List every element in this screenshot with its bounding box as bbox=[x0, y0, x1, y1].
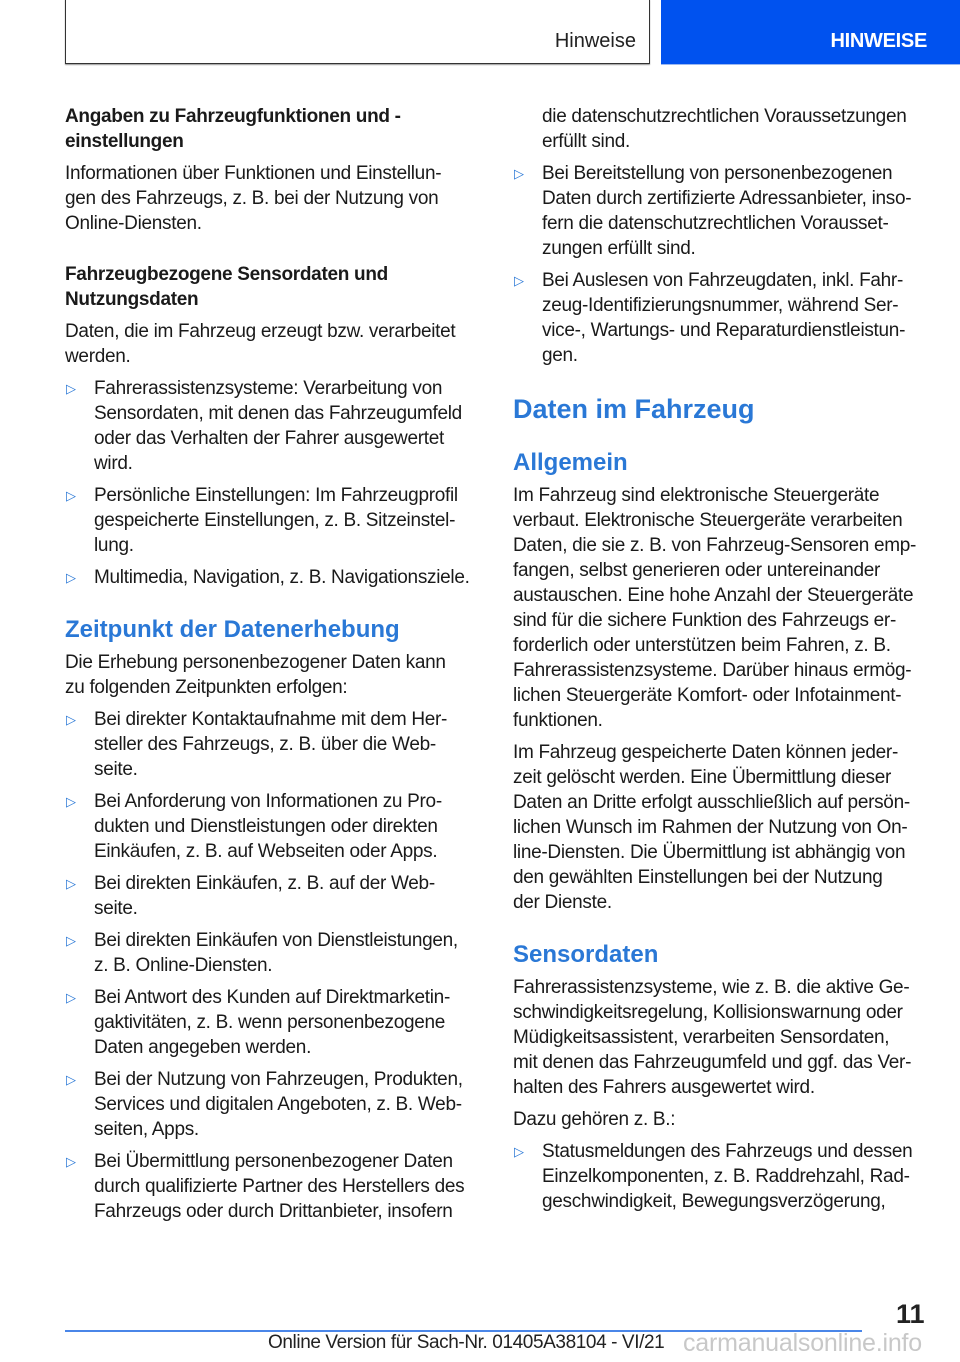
text-line: halten des Fahrers ausgewertet wird. bbox=[513, 1077, 815, 1098]
text-line: zu folgenden Zeitpunkten erfolgen: bbox=[65, 677, 348, 698]
text-line: Allgemein bbox=[513, 448, 628, 476]
list-item bbox=[65, 376, 485, 476]
text-line: oder das Verhalten der Fahrer ausgewertet bbox=[94, 428, 444, 449]
text-line: Services und digitalen Angeboten, z. B. Web- bbox=[94, 1094, 462, 1115]
text-line: erfüllt sind. bbox=[542, 131, 630, 152]
text-line: einstellungen bbox=[65, 131, 184, 152]
text-line: den gewählten Einstellungen bei der Nutzung bbox=[513, 867, 883, 888]
subsection-heading bbox=[65, 614, 485, 646]
page-number: 11 bbox=[896, 1299, 925, 1329]
text-line: Sensordaten, mit denen das Fahrzeugumfeld bbox=[94, 403, 462, 424]
bullet-triangle-icon: ▷ bbox=[66, 712, 76, 727]
text-line: Im Fahrzeug sind elektronische Steuergeräte bbox=[513, 485, 880, 506]
text-line: seiten, Apps. bbox=[94, 1119, 199, 1140]
text-line: Fahrerassistenzsysteme, wie z. B. die aktive Ge- bbox=[513, 977, 910, 998]
watermark: carmanualsonline.info bbox=[683, 1329, 923, 1357]
bullet-triangle-icon: ▷ bbox=[66, 1072, 76, 1087]
text-line: der Dienste. bbox=[513, 892, 612, 913]
text-line: zeit gelöscht werden. Eine Übermittlung dieser bbox=[513, 767, 892, 788]
text-line: lichen Steuergeräte Komfort- oder Infotainment- bbox=[513, 685, 902, 706]
text-line: Fahrzeugs oder durch Drittanbieter, insofern bbox=[94, 1201, 453, 1222]
text-line: forderlich oder unterstützen beim Fahren, z. B. bbox=[513, 635, 891, 656]
text-line: Die Erhebung personenbezogener Daten kann bbox=[65, 652, 446, 673]
text-line: Bei der Nutzung von Fahrzeugen, Produkten, bbox=[94, 1069, 463, 1090]
list-item bbox=[65, 871, 485, 921]
text-line: Fahrzeugbezogene Sensordaten und bbox=[65, 264, 388, 285]
text-line: Zeitpunkt der Datenerhebung bbox=[65, 615, 400, 643]
bullet-triangle-icon: ▷ bbox=[514, 166, 524, 181]
text-line: Bei Antwort des Kunden auf Direktmarketin- bbox=[94, 987, 450, 1008]
text-line: fern die datenschutzrechtlichen Vorausset- bbox=[542, 213, 889, 234]
text-line: Im Fahrzeug gespeicherte Daten können jeder- bbox=[513, 742, 898, 763]
text-line: Daten, die sie z. B. von Fahrzeug-Sensoren emp- bbox=[513, 535, 917, 556]
text-line: zeug-Identifizierungsnummer, während Ser- bbox=[542, 295, 899, 316]
text-line: Online-Diensten. bbox=[65, 213, 202, 234]
text-line: austauschen. Eine hohe Anzahl der Steuergeräte bbox=[513, 585, 914, 606]
text-line: gespeicherte Einstellungen, z. B. Sitzeinstel- bbox=[94, 510, 456, 531]
text-line: zungen erfüllt sind. bbox=[542, 238, 696, 259]
list-item bbox=[65, 789, 485, 864]
text-line: gen. bbox=[542, 345, 578, 366]
bullet-triangle-icon: ▷ bbox=[514, 1144, 524, 1159]
text-line: Bei Übermittlung personenbezogener Daten bbox=[94, 1151, 453, 1172]
list-item bbox=[513, 268, 933, 368]
chapter-tab-label: HINWEISE bbox=[830, 30, 927, 52]
paragraph bbox=[65, 319, 485, 369]
list-item bbox=[65, 1149, 485, 1224]
right-column bbox=[513, 104, 933, 1214]
bullet-triangle-icon: ▷ bbox=[66, 1154, 76, 1169]
bullet-triangle-icon: ▷ bbox=[66, 990, 76, 1005]
list-item bbox=[65, 483, 485, 558]
text-line: Bei Bereitstellung von personenbezogenen bbox=[542, 163, 893, 184]
text-line: Einkäufen, z. B. auf Webseiten oder Apps. bbox=[94, 841, 438, 862]
paragraph bbox=[65, 161, 485, 236]
text-line: seite. bbox=[94, 898, 138, 919]
text-line: sind für die sichere Funktion des Fahrzeugs er- bbox=[513, 610, 896, 631]
paragraph bbox=[513, 104, 933, 154]
text-line: Einzelkomponenten, z. B. Raddrehzahl, Rad- bbox=[542, 1166, 910, 1187]
bullet-triangle-icon: ▷ bbox=[66, 876, 76, 891]
text-line: Fahrerassistenzsysteme: Verarbeitung von bbox=[94, 378, 443, 399]
list-item bbox=[65, 1067, 485, 1142]
paragraph bbox=[513, 1107, 933, 1132]
text-line: fangen, selbst generieren oder untereinander bbox=[513, 560, 881, 581]
list-item bbox=[513, 1139, 933, 1214]
text-line: Daten im Fahrzeug bbox=[513, 393, 755, 424]
text-line: vice-, Wartungs- und Reparaturdienstleistun- bbox=[542, 320, 906, 341]
text-line: durch qualifizierte Partner des Herstellers des bbox=[94, 1176, 465, 1197]
list-item bbox=[65, 707, 485, 782]
section-title: Hinweise bbox=[554, 30, 636, 52]
subsection-heading bbox=[513, 939, 933, 971]
text-line: dukten und Dienstleistungen oder direkten bbox=[94, 816, 438, 837]
text-line: Daten, die im Fahrzeug erzeugt bzw. verarbeitet bbox=[65, 321, 456, 342]
text-line: die datenschutzrechtlichen Voraussetzungen bbox=[542, 106, 907, 127]
text-line: gen des Fahrzeugs, z. B. bei der Nutzung von bbox=[65, 188, 439, 209]
text-line: line-Diensten. Die Übermittlung ist abhängig von bbox=[513, 842, 906, 863]
text-line: Bei direkten Einkäufen von Dienstleistungen, bbox=[94, 930, 458, 951]
paragraph bbox=[513, 975, 933, 1100]
list-item bbox=[65, 565, 485, 590]
text-line: werden. bbox=[65, 346, 131, 367]
text-line: Müdigkeitsassistent, verarbeiten Sensordaten, bbox=[513, 1027, 890, 1048]
bullet-triangle-icon: ▷ bbox=[514, 273, 524, 288]
text-line: funktionen. bbox=[513, 710, 603, 731]
text-line: wird. bbox=[94, 453, 133, 474]
text-line: seite. bbox=[94, 759, 138, 780]
bullet-triangle-icon: ▷ bbox=[66, 933, 76, 948]
text-line: Dazu gehören z. B.: bbox=[513, 1109, 676, 1130]
text-line: z. B. Online-Diensten. bbox=[94, 955, 273, 976]
list-item bbox=[65, 985, 485, 1060]
bullet-triangle-icon: ▷ bbox=[66, 794, 76, 809]
list-item bbox=[65, 928, 485, 978]
text-line: Fahrerassistenzsysteme. Darüber hinaus ermög- bbox=[513, 660, 912, 681]
text-line: lung. bbox=[94, 535, 134, 556]
text-line: mit denen das Fahrzeugumfeld und ggf. das Ver- bbox=[513, 1052, 912, 1073]
footer-text: Online Version für Sach-Nr. 01405A38104 - VI/21 bbox=[268, 1332, 665, 1353]
text-line: Daten angegeben werden. bbox=[94, 1037, 312, 1058]
header-box bbox=[65, 0, 650, 64]
text-line: gaktivitäten, z. B. wenn personenbezogene bbox=[94, 1012, 446, 1033]
list-item bbox=[513, 161, 933, 261]
chapter-tab[interactable] bbox=[661, 0, 960, 65]
paragraph bbox=[513, 740, 933, 915]
text-line: Multimedia, Navigation, z. B. Navigationsziele. bbox=[94, 567, 470, 588]
subsection-heading bbox=[513, 447, 933, 479]
text-line: steller des Fahrzeugs, z. B. über die Web- bbox=[94, 734, 436, 755]
paragraph bbox=[65, 650, 485, 700]
text-line: schwindigkeitsregelung, Kollisionswarnung oder bbox=[513, 1002, 903, 1023]
text-line: Daten an Dritte erfolgt ausschließlich auf persön- bbox=[513, 792, 910, 813]
bullet-triangle-icon: ▷ bbox=[66, 381, 76, 396]
text-line: Sensordaten bbox=[513, 940, 659, 968]
bold-heading bbox=[65, 262, 485, 312]
bullet-triangle-icon: ▷ bbox=[66, 488, 76, 503]
left-column bbox=[65, 104, 485, 1224]
text-line: Nutzungsdaten bbox=[65, 289, 199, 310]
text-line: geschwindigkeit, Bewegungsverzögerung, bbox=[542, 1191, 886, 1212]
text-line: Informationen über Funktionen und Einstellun- bbox=[65, 163, 442, 184]
bold-heading bbox=[65, 104, 485, 154]
text-line: Persönliche Einstellungen: Im Fahrzeugprofil bbox=[94, 485, 458, 506]
text-line: Bei Anforderung von Informationen zu Pro- bbox=[94, 791, 442, 812]
section-heading bbox=[513, 391, 933, 427]
text-line: Daten durch zertifizierte Adressanbieter, inso- bbox=[542, 188, 912, 209]
text-line: Bei Auslesen von Fahrzeugdaten, inkl. Fahr- bbox=[542, 270, 903, 291]
bullet-triangle-icon: ▷ bbox=[66, 570, 76, 585]
text-line: verbaut. Elektronische Steuergeräte verarbeiten bbox=[513, 510, 903, 531]
paragraph bbox=[513, 483, 933, 733]
text-line: Bei direkter Kontaktaufnahme mit dem Her- bbox=[94, 709, 448, 730]
text-line: Statusmeldungen des Fahrzeugs und dessen bbox=[542, 1141, 913, 1162]
text-line: Angaben zu Fahrzeugfunktionen und - bbox=[65, 106, 401, 127]
text-line: Bei direkten Einkäufen, z. B. auf der Web- bbox=[94, 873, 435, 894]
text-line: lichen Wunsch im Rahmen der Nutzung von On- bbox=[513, 817, 908, 838]
